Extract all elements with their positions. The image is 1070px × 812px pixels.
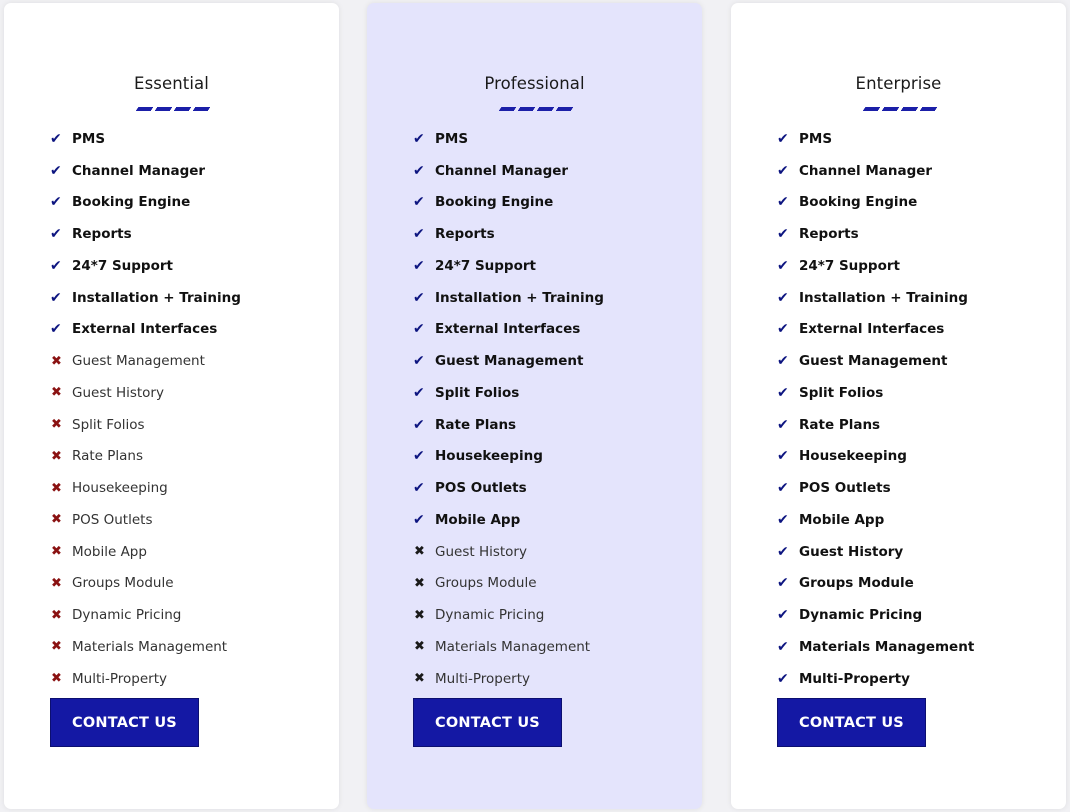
check-icon: ✔ <box>413 353 425 370</box>
feature-item <box>777 345 974 377</box>
pricing-card-enterprise <box>731 3 1066 809</box>
feature-item <box>413 504 604 536</box>
feature-label: Split Folios <box>799 384 884 401</box>
feature-label: Materials Management <box>799 638 975 655</box>
feature-item <box>413 314 604 346</box>
check-icon: ✔ <box>50 321 62 338</box>
check-icon: ✔ <box>413 321 425 338</box>
check-icon: ✔ <box>413 257 425 274</box>
feature-label: Groups Module <box>435 575 537 592</box>
feature-item <box>777 409 974 441</box>
feature-label: Rate Plans <box>799 416 881 433</box>
check-icon: ✔ <box>777 480 789 497</box>
feature-item <box>777 314 974 346</box>
cross-icon: ✖ <box>51 512 62 528</box>
feature-item <box>413 187 604 219</box>
check-icon: ✔ <box>413 162 425 179</box>
feature-label: POS Outlets <box>799 480 891 497</box>
feature-item <box>50 155 241 187</box>
check-icon: ✔ <box>50 226 62 243</box>
contact-us-button-essential[interactable]: CONTACT US <box>50 698 199 747</box>
feature-item <box>413 409 604 441</box>
feature-label: 24*7 Support <box>435 257 536 274</box>
feature-list <box>777 123 974 695</box>
feature-item <box>50 663 241 695</box>
feature-label: Materials Management <box>435 638 591 655</box>
feature-label: POS Outlets <box>435 480 527 497</box>
feature-item <box>413 282 604 314</box>
feature-item <box>777 155 974 187</box>
feature-item <box>50 314 241 346</box>
feature-item <box>777 441 974 473</box>
title-divider <box>862 107 939 111</box>
check-icon: ✔ <box>777 257 789 274</box>
feature-label: 24*7 Support <box>72 257 173 274</box>
feature-label: External Interfaces <box>435 321 581 338</box>
feature-label: External Interfaces <box>799 321 945 338</box>
check-icon: ✔ <box>777 226 789 243</box>
feature-label: Channel Manager <box>799 162 933 179</box>
check-icon: ✔ <box>413 448 425 465</box>
feature-label: Reports <box>72 226 132 243</box>
feature-label: Booking Engine <box>72 194 191 211</box>
feature-item <box>413 631 604 663</box>
cross-icon: ✖ <box>414 639 425 655</box>
check-icon: ✔ <box>777 384 789 401</box>
check-icon: ✔ <box>777 607 789 624</box>
feature-label: Dynamic Pricing <box>72 607 182 624</box>
feature-label: Housekeeping <box>799 448 907 465</box>
feature-item <box>413 536 604 568</box>
feature-item <box>50 123 241 155</box>
check-icon: ✔ <box>50 194 62 211</box>
feature-item <box>50 187 241 219</box>
feature-label: Guest Management <box>435 353 584 370</box>
feature-label: Dynamic Pricing <box>435 607 545 624</box>
feature-label: Reports <box>435 226 495 243</box>
check-icon: ✔ <box>50 289 62 306</box>
check-icon: ✔ <box>777 575 789 592</box>
cross-icon: ✖ <box>414 671 425 687</box>
feature-label: Housekeeping <box>72 480 168 497</box>
pricing-card-essential <box>4 3 339 809</box>
feature-item <box>50 441 241 473</box>
feature-item <box>50 218 241 250</box>
contact-us-button-enterprise[interactable]: CONTACT US <box>777 698 926 747</box>
feature-item <box>413 345 604 377</box>
feature-label: Guest History <box>799 543 904 560</box>
feature-label: Dynamic Pricing <box>799 607 923 624</box>
check-icon: ✔ <box>413 480 425 497</box>
feature-label: PMS <box>72 130 106 147</box>
feature-item <box>50 250 241 282</box>
check-icon: ✔ <box>777 670 789 687</box>
feature-item <box>50 282 241 314</box>
cross-icon: ✖ <box>51 385 62 401</box>
feature-label: Multi-Property <box>435 670 530 687</box>
feature-list <box>413 123 604 695</box>
feature-label: Booking Engine <box>435 194 554 211</box>
feature-label: Rate Plans <box>435 416 517 433</box>
feature-item <box>413 250 604 282</box>
feature-item <box>777 536 974 568</box>
cross-icon: ✖ <box>51 639 62 655</box>
cross-icon: ✖ <box>414 544 425 560</box>
cross-icon: ✖ <box>51 480 62 496</box>
check-icon: ✔ <box>413 226 425 243</box>
title-divider <box>135 107 212 111</box>
feature-item <box>50 631 241 663</box>
feature-item <box>50 345 241 377</box>
feature-label: Housekeeping <box>435 448 543 465</box>
cross-icon: ✖ <box>414 575 425 591</box>
feature-label: Rate Plans <box>72 448 144 465</box>
feature-item <box>777 663 974 695</box>
feature-item <box>50 536 241 568</box>
feature-item <box>50 568 241 600</box>
cross-icon: ✖ <box>51 607 62 623</box>
feature-item <box>50 599 241 631</box>
feature-item <box>50 409 241 441</box>
check-icon: ✔ <box>777 543 789 560</box>
feature-label: Mobile App <box>435 511 521 528</box>
feature-label: Channel Manager <box>72 162 206 179</box>
title-divider <box>498 107 575 111</box>
feature-item <box>413 599 604 631</box>
feature-label: Guest Management <box>799 353 948 370</box>
cross-icon: ✖ <box>51 448 62 464</box>
feature-item <box>413 218 604 250</box>
check-icon: ✔ <box>777 511 789 528</box>
feature-label: Channel Manager <box>435 162 569 179</box>
feature-label: Installation + Training <box>435 289 604 306</box>
feature-label: Multi-Property <box>72 670 167 687</box>
feature-label: Mobile App <box>799 511 885 528</box>
feature-label: Multi-Property <box>799 670 910 687</box>
cross-icon: ✖ <box>51 575 62 591</box>
feature-item <box>777 568 974 600</box>
check-icon: ✔ <box>413 194 425 211</box>
check-icon: ✔ <box>777 130 789 147</box>
feature-item <box>777 631 974 663</box>
feature-label: Installation + Training <box>72 289 241 306</box>
feature-label: Guest Management <box>72 353 205 370</box>
feature-label: External Interfaces <box>72 321 218 338</box>
check-icon: ✔ <box>50 130 62 147</box>
feature-item <box>777 472 974 504</box>
feature-item <box>777 377 974 409</box>
feature-item <box>777 504 974 536</box>
feature-item <box>777 123 974 155</box>
check-icon: ✔ <box>413 416 425 433</box>
feature-label: 24*7 Support <box>799 257 900 274</box>
feature-item <box>413 441 604 473</box>
plan-title: Essential <box>134 74 209 93</box>
check-icon: ✔ <box>413 289 425 306</box>
feature-item <box>413 663 604 695</box>
feature-label: PMS <box>435 130 469 147</box>
check-icon: ✔ <box>777 416 789 433</box>
feature-item <box>777 282 974 314</box>
feature-item <box>777 599 974 631</box>
feature-item <box>413 568 604 600</box>
feature-label: Split Folios <box>435 384 520 401</box>
check-icon: ✔ <box>777 448 789 465</box>
feature-label: Groups Module <box>72 575 174 592</box>
feature-item <box>50 504 241 536</box>
check-icon: ✔ <box>413 384 425 401</box>
feature-item <box>413 472 604 504</box>
plan-title: Professional <box>484 74 585 93</box>
feature-item <box>413 123 604 155</box>
feature-label: Installation + Training <box>799 289 968 306</box>
feature-item <box>50 472 241 504</box>
check-icon: ✔ <box>50 162 62 179</box>
feature-label: Guest History <box>435 543 527 560</box>
cross-icon: ✖ <box>51 417 62 433</box>
check-icon: ✔ <box>777 353 789 370</box>
check-icon: ✔ <box>777 638 789 655</box>
feature-item <box>413 155 604 187</box>
cross-icon: ✖ <box>51 671 62 687</box>
cross-icon: ✖ <box>414 607 425 623</box>
feature-label: Mobile App <box>72 543 147 560</box>
feature-list <box>50 123 241 695</box>
feature-label: Booking Engine <box>799 194 918 211</box>
feature-item <box>777 250 974 282</box>
check-icon: ✔ <box>413 130 425 147</box>
feature-label: Guest History <box>72 384 164 401</box>
cross-icon: ✖ <box>51 544 62 560</box>
plan-title: Enterprise <box>855 74 942 93</box>
check-icon: ✔ <box>777 321 789 338</box>
feature-label: Split Folios <box>72 416 145 433</box>
check-icon: ✔ <box>413 511 425 528</box>
contact-us-button-professional[interactable]: CONTACT US <box>413 698 562 747</box>
feature-label: PMS <box>799 130 833 147</box>
feature-label: POS Outlets <box>72 511 153 528</box>
check-icon: ✔ <box>777 194 789 211</box>
feature-label: Reports <box>799 226 859 243</box>
check-icon: ✔ <box>50 257 62 274</box>
cross-icon: ✖ <box>51 353 62 369</box>
feature-label: Materials Management <box>72 638 228 655</box>
pricing-card-professional <box>367 3 702 809</box>
feature-item <box>777 187 974 219</box>
feature-item <box>50 377 241 409</box>
check-icon: ✔ <box>777 162 789 179</box>
feature-item <box>777 218 974 250</box>
check-icon: ✔ <box>777 289 789 306</box>
feature-item <box>413 377 604 409</box>
feature-label: Groups Module <box>799 575 914 592</box>
